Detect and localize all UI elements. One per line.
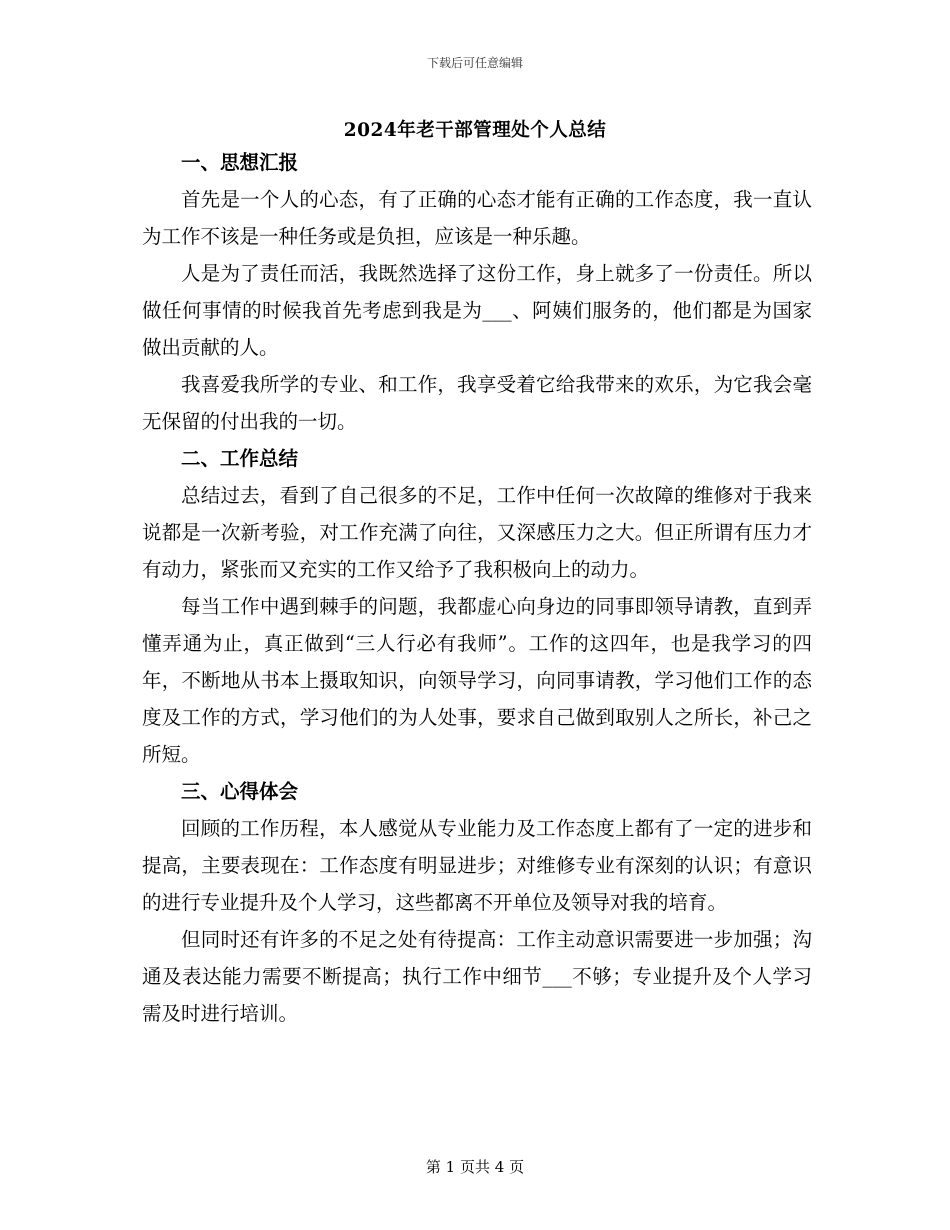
section-work-summary <box>142 440 812 773</box>
section-thoughts <box>142 144 812 440</box>
paragraph: 人是为了责任而活，我既然选择了这份工作，身上就多了一份责任。所以做任何事情的时候我首先考虑到我是为___、阿姨们服务的，他们都是为国家做出贡献的人。 <box>142 262 812 359</box>
document-title: 2024年老干部管理处个人总结 <box>343 120 607 141</box>
document-body <box>142 144 812 1032</box>
paragraph: 我喜爱我所学的专业、和工作，我享受着它给我带来的欢乐，为它我会毫无保留的付出我的一切。 <box>142 373 812 433</box>
paragraph: 回顾的工作历程，本人感觉从专业能力及工作态度上都有了一定的进步和提高，主要表现在：工作态度有明显进步；对维修专业有深刻的认识；有意识的进行专业提升及个人学习，这些都离不开单位及领导对我的培育。 <box>142 817 812 914</box>
section-reflections <box>142 773 812 1032</box>
section-heading: 二、工作总结 <box>181 447 299 470</box>
header-note: 下载后可任意编辑 <box>426 56 523 70</box>
paragraph: 但同时还有许多的不足之处有待提高：工作主动意识需要进一步加强；沟通及表达能力需要不断提高；执行工作中细节___不够；专业提升及个人学习需及时进行培训。 <box>142 928 812 1025</box>
section-heading: 一、思想汇报 <box>181 151 299 174</box>
paragraph: 每当工作中遇到棘手的问题，我都虚心向身边的同事即领导请教，直到弄懂弄通为止，真正做到“三人行必有我师”。工作的这四年，也是我学习的四年，不断地从书本上摄取知识，向领导学习，向同事请教，学习他们工作的态度及工作的方式，学习他们的为人处事，要求自己做到取别人之所长，补己之所短。 <box>142 595 812 766</box>
paragraph: 总结过去，看到了自己很多的不足，工作中任何一次故障的维修对于我来说都是一次新考验，对工作充满了向往，又深感压力之大。但正所谓有压力才有动力，紧张而又充实的工作又给予了我积极向上的动力。 <box>142 484 812 581</box>
section-heading: 三、心得体会 <box>181 780 299 803</box>
paragraph: 首先是一个人的心态，有了正确的心态才能有正确的工作态度，我一直认为工作不该是一种任务或是负担，应该是一种乐趣。 <box>142 188 812 248</box>
page-number: 第 1 页共 4 页 <box>425 1158 525 1176</box>
